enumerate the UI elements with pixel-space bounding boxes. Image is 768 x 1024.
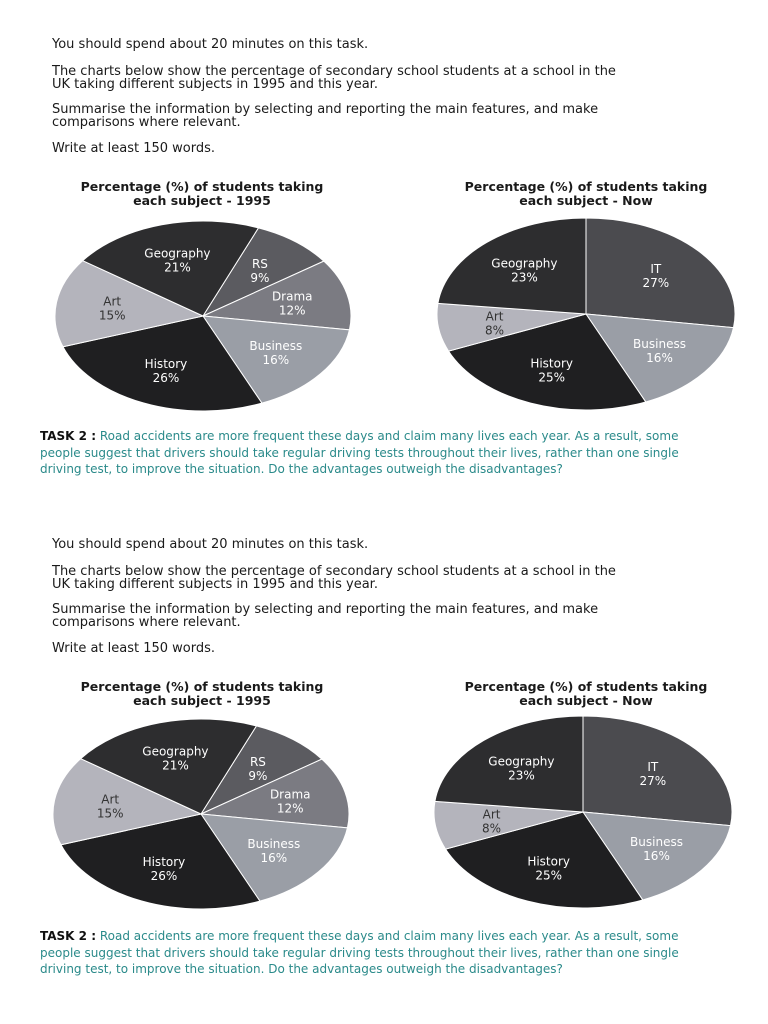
slice-value-drama: 12% bbox=[276, 801, 304, 816]
slice-value-history: 26% bbox=[152, 370, 180, 385]
slice-label-business: Business bbox=[249, 338, 303, 353]
task2-line1: Road accidents are more frequent these days and claim many lives each year. As a result, some bbox=[99, 429, 679, 443]
slice-value-art: 15% bbox=[96, 806, 124, 821]
slice-label-rs: RS bbox=[249, 754, 266, 769]
slice-value-rs: 9% bbox=[250, 270, 270, 285]
slice-value-geography: 23% bbox=[508, 768, 535, 783]
slice-label-art: Art bbox=[101, 792, 120, 807]
instruction-description-line2: UK taking different subjects in 1995 and this year. bbox=[52, 77, 378, 92]
task2-prompt bbox=[40, 928, 730, 978]
slice-label-history: History bbox=[144, 356, 188, 371]
slice-value-it: 27% bbox=[642, 276, 670, 291]
chart-1995-title-line2: each subject - 1995 bbox=[133, 693, 271, 708]
slice-value-history: 25% bbox=[538, 370, 566, 385]
task2-line2: people suggest that drivers should take regular driving tests throughout their lives, rather than one single bbox=[40, 945, 679, 960]
task2-line3: driving test, to improve the situation. Do the advantages outweigh the disadvantages? bbox=[40, 462, 563, 476]
slice-label-business: Business bbox=[247, 836, 301, 851]
task2-line1: Road accidents are more frequent these days and claim many lives each year. As a result, some bbox=[99, 929, 679, 943]
slice-label-it: IT bbox=[647, 760, 659, 775]
task2-prompt bbox=[40, 428, 730, 478]
task2-label: TASK 2 : bbox=[40, 429, 96, 443]
slice-value-geography: 23% bbox=[511, 270, 538, 285]
instruction-description-line1: The charts below show the percentage of secondary school students at a school in the bbox=[52, 64, 616, 79]
slice-value-history: 26% bbox=[150, 868, 178, 883]
chart-now-title-line1: Percentage (%) of students taking bbox=[464, 179, 708, 194]
slice-value-art: 8% bbox=[482, 821, 502, 836]
chart-1995-title-line2: each subject - 1995 bbox=[133, 193, 271, 208]
slice-value-it: 27% bbox=[639, 774, 667, 789]
task2-label: TASK 2 : bbox=[40, 929, 96, 943]
slice-label-geography: Geography bbox=[142, 744, 209, 759]
instruction-description-line1: The charts below show the percentage of secondary school students at a school in the bbox=[52, 564, 616, 579]
task2-line2: people suggest that drivers should take regular driving tests throughout their lives, rather than one single bbox=[40, 445, 679, 460]
instruction-word-count: Write at least 150 words. bbox=[52, 641, 216, 656]
instruction-time: You should spend about 20 minutes on this task. bbox=[52, 37, 369, 52]
pie-chart-now bbox=[0, 0, 768, 500]
task-block-1 bbox=[0, 0, 768, 500]
slice-value-geography: 21% bbox=[162, 758, 189, 773]
instruction-word-count: Write at least 150 words. bbox=[52, 141, 216, 156]
slice-value-business: 16% bbox=[643, 849, 670, 864]
slice-value-history: 25% bbox=[535, 868, 563, 883]
slice-label-geography: Geography bbox=[491, 256, 558, 271]
chart-now-title-line2: each subject - Now bbox=[519, 693, 653, 708]
slice-value-business: 16% bbox=[646, 351, 673, 366]
slice-value-geography: 21% bbox=[164, 260, 191, 275]
task2-line3: driving test, to improve the situation. Do the advantages outweigh the disadvantages? bbox=[40, 962, 563, 976]
slice-label-history: History bbox=[527, 854, 571, 869]
slice-value-business: 16% bbox=[262, 352, 290, 367]
slice-value-rs: 9% bbox=[248, 768, 268, 783]
slice-value-art: 8% bbox=[485, 323, 505, 338]
chart-now-title-line2: each subject - Now bbox=[519, 193, 653, 208]
slice-label-it: IT bbox=[650, 262, 662, 277]
instruction-description-line2: UK taking different subjects in 1995 and this year. bbox=[52, 577, 378, 592]
task-block-2 bbox=[0, 500, 768, 1000]
instruction-summarise-line2: comparisons where relevant. bbox=[52, 115, 241, 130]
pie-chart-now bbox=[0, 500, 768, 1000]
slice-label-art: Art bbox=[485, 309, 504, 324]
instruction-time: You should spend about 20 minutes on this task. bbox=[52, 537, 369, 552]
slice-label-history: History bbox=[530, 356, 574, 371]
instruction-summarise-line2: comparisons where relevant. bbox=[52, 615, 241, 630]
slice-label-geography: Geography bbox=[488, 754, 555, 769]
chart-1995-title-line1: Percentage (%) of students taking bbox=[80, 179, 324, 194]
chart-1995-title-line1: Percentage (%) of students taking bbox=[80, 679, 324, 694]
slice-label-art: Art bbox=[482, 807, 501, 822]
slice-value-art: 15% bbox=[98, 308, 126, 323]
slice-label-art: Art bbox=[103, 294, 122, 309]
slice-label-drama: Drama bbox=[269, 787, 311, 802]
slice-value-drama: 12% bbox=[278, 303, 306, 318]
slice-label-business: Business bbox=[633, 337, 686, 352]
slice-label-rs: RS bbox=[251, 256, 268, 271]
slice-label-business: Business bbox=[630, 835, 683, 850]
chart-now-title-line1: Percentage (%) of students taking bbox=[464, 679, 708, 694]
instruction-summarise-line1: Summarise the information by selecting and reporting the main features, and make bbox=[52, 102, 599, 117]
slice-value-business: 16% bbox=[260, 850, 288, 865]
slice-label-drama: Drama bbox=[271, 289, 313, 304]
slice-label-history: History bbox=[142, 854, 186, 869]
instruction-summarise-line1: Summarise the information by selecting and reporting the main features, and make bbox=[52, 602, 599, 617]
slice-label-geography: Geography bbox=[144, 246, 211, 261]
